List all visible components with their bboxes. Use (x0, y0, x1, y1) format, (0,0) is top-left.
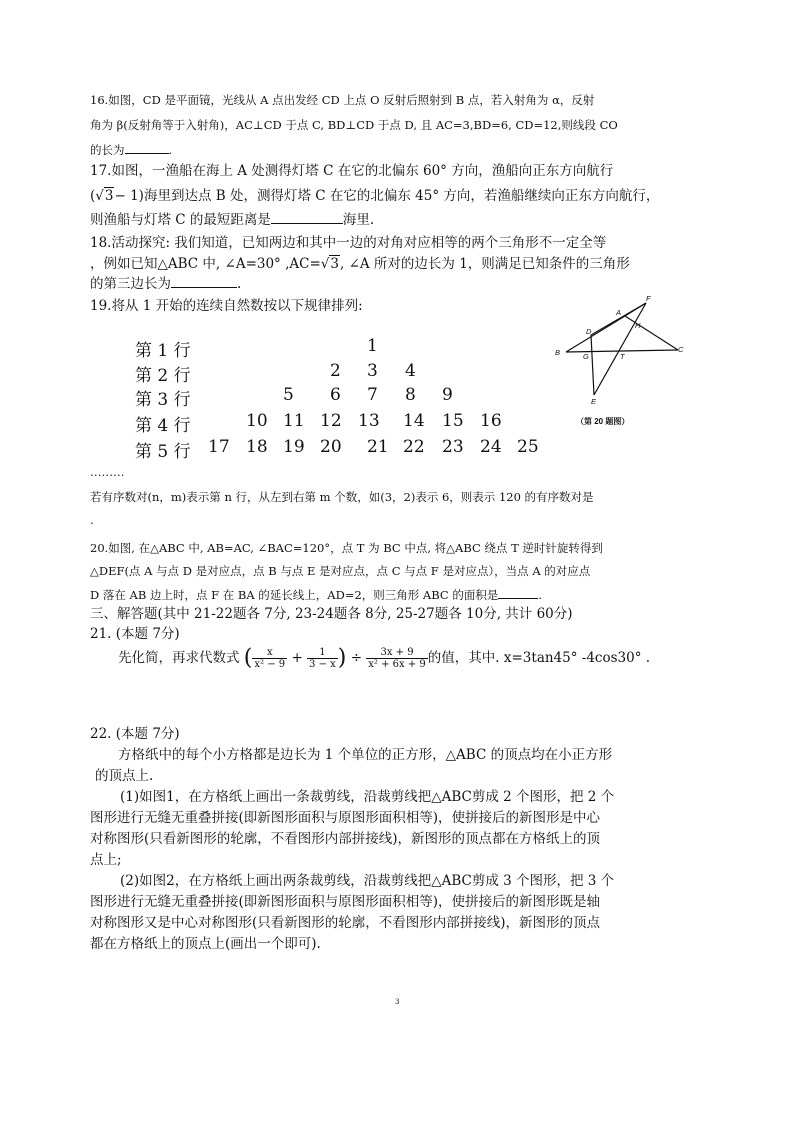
row-number: 11 (283, 411, 305, 431)
q18-line2-b: , ∠A 所对的边长为 1，则满足已知条件的三角形 (339, 256, 630, 272)
q22-p3-line4: 都在方格纸上的顶点上(画出一个即可). (90, 936, 321, 952)
q21-frac-2 (307, 647, 338, 670)
q19-text: 若有序数对(n，m)表示第 n 行，从左到右第 m 个数，如(3，2)表示 6，则表示 120 的有序数对是 (90, 490, 594, 504)
q22-p2-line2: 图形进行无缝无重叠拼接(即新图形面积与原图形面积相等)，使拼接后的新图形是中心 (90, 810, 601, 826)
label-t: T (620, 352, 625, 361)
row-number: 10 (246, 411, 268, 431)
q17-line3-end: 海里. (342, 212, 375, 228)
row-number: 16 (480, 411, 502, 431)
row-number: 8 (405, 385, 416, 405)
row-number: 20 (320, 437, 342, 457)
q22-p2-line1: (1)如图1，在方格纸上画出一条裁剪线，沿裁剪线把△ABC剪成 2 个图形，把 2 个 (120, 789, 615, 805)
q22-p3-line3: 对称图形又是中心对称图形(只看新图形的轮廓，不看图形内部拼接线)，新图形的顶点 (90, 915, 601, 931)
row-number: 17 (208, 437, 230, 457)
q20-line3-text: D 落在 AB 边上时，点 F 在 BA 的延长线上，AD=2，则三角形 ABC 的面积是 (90, 588, 499, 602)
q18-line3 (90, 275, 241, 293)
q17-answer-blank[interactable] (271, 211, 343, 224)
q18-line1: 18.活动探究: 我们知道，已知两边和其中一边的对角对应相等的两个三角形不一定全等 (90, 235, 607, 251)
q22-p3-line1: (2)如图2，在方格纸上画出两条裁剪线，沿裁剪线把△ABC剪成 3 个图形，把 3 个 (120, 873, 615, 889)
figure-20-caption: （第 20 题图） (576, 417, 630, 426)
segment-ac (625, 316, 678, 350)
figure-20 (548, 292, 688, 428)
q21-title: 21. (本题 7分) (90, 626, 180, 642)
row-number: 3 (367, 361, 378, 381)
q20-line3-end: . (538, 588, 543, 602)
q18-line2-a: ，例如已知△ABC 中, ∠A=30° ,AC= (90, 256, 321, 272)
q22-p2-line4: 点上; (90, 852, 122, 868)
row-number: 22 (403, 437, 425, 457)
q21-divide: ÷ (350, 650, 362, 666)
row-label: 第 5 行 (135, 442, 191, 462)
row-number: 6 (330, 385, 341, 405)
q16-line2: 角为 β(反射角等于入射角)，AC⊥CD 于点 C, BD⊥CD 于点 D, 且 AC=3,BD=6, CD=12,则线段 CO (90, 118, 618, 132)
q20-answer-blank[interactable] (498, 586, 538, 599)
q21-paren-close: ) (337, 645, 347, 671)
q17-paren: ( (90, 188, 96, 204)
label-d: D (586, 327, 592, 336)
q21-plus: + (291, 650, 303, 666)
label-a: A (616, 308, 622, 317)
q18-line3-text: 的第三边长为 (90, 276, 171, 292)
q21-paren-open: ( (243, 645, 253, 671)
segment-ba (566, 316, 625, 352)
q18-answer-blank[interactable] (171, 275, 237, 288)
q17-line1: 17.如图，一渔船在海上 A 处测得灯塔 C 在它的北偏东 60° 方向，渔船向正东方向航行 (90, 163, 614, 179)
q18-line3-end: . (237, 276, 242, 292)
frac-numerator: 3x + 9 (366, 647, 428, 659)
page-number: 3 (395, 998, 400, 1006)
q16-line3-end: . (168, 143, 173, 157)
row-label: 第 4 行 (135, 416, 191, 436)
q20-line2: △DEF(点 A 与点 D 是对应点，点 B 与点 E 是对应点，点 C 与点 F 是对应点），当点 A 的对应点 (90, 564, 591, 578)
row-number: 18 (246, 437, 268, 457)
q22-p1-line2: 的顶点上. (95, 768, 154, 784)
row-number: 2 (330, 361, 341, 381)
row-label: 第 3 行 (135, 390, 191, 410)
row-number: 19 (283, 437, 305, 457)
q22-title: 22. (本题 7分) (90, 726, 180, 742)
q18-sqrt: 3 (330, 256, 339, 272)
frac-numerator: x (252, 647, 287, 659)
row-number: 5 (283, 385, 294, 405)
q17-line3 (90, 211, 374, 229)
row-number: 13 (358, 411, 380, 431)
q22-p1-line1: 方格纸中的每个小方格都是边长为 1 个单位的正方形，△ABC 的顶点均在小正方形 (118, 747, 613, 763)
frac-denominator: 3 − x (309, 659, 336, 670)
q16-answer-blank[interactable] (125, 141, 169, 154)
section-3-heading: 三、解答题(其中 21-22题各 7分, 23-24题各 8分, 25-27题各 10分, 共计 60分) (90, 606, 573, 622)
row-number: 14 (403, 411, 425, 431)
q18-line2: ，例如已知△ABC 中, ∠A=30° ,AC=√3, ∠A 所对的边长为 1，则满足已知条件的三角形 (90, 256, 630, 272)
label-c: C (678, 345, 684, 354)
row-label: 第 1 行 (135, 341, 191, 361)
row-number: 24 (480, 437, 502, 457)
label-h: H (635, 321, 641, 330)
row-number: 1 (367, 336, 378, 356)
q19-dots: ……… (90, 465, 125, 479)
q21-frac-3 (366, 647, 428, 670)
label-b: B (555, 348, 561, 357)
frac-denominator: x² + 6x + 9 (368, 659, 426, 670)
label-e: E (591, 397, 597, 406)
q22-p3-line2: 图形进行无缝无重叠拼接(即新图形面积与原图形面积相等)，使拼接后的新图形既是轴 (90, 894, 601, 910)
q20-line3 (90, 586, 542, 603)
row-number: 15 (442, 411, 464, 431)
label-f: F (646, 294, 651, 303)
q21-expression (118, 645, 650, 672)
q17-line3-text: 则渔船与灯塔 C 的最短距离是 (90, 212, 271, 228)
q22-p2-line3: 对称图形(只看新图形的轮廓，不看图形内部拼接线)，新图形的顶点都在方格纸上的顶 (90, 831, 601, 847)
row-number: 23 (442, 437, 464, 457)
frac-denominator: x² − 9 (254, 659, 286, 670)
label-g: G (583, 352, 589, 361)
row-number: 25 (517, 437, 539, 457)
row-number: 4 (405, 361, 416, 381)
q17-sqrt: 3 (104, 188, 114, 204)
q21-frac-1 (252, 647, 287, 670)
frac-numerator: 1 (307, 647, 338, 659)
row-label: 第 2 行 (135, 366, 191, 386)
q16-line1: 16.如图，CD 是平面镜，光线从 A 点出发经 CD 上点 O 反射后照射到 B 点，若入射角为 α，反射 (90, 93, 595, 107)
q21-text-a: 先化简，再求代数式 (118, 650, 240, 666)
segment-de (591, 335, 594, 395)
q19-title: 19.将从 1 开始的连续自然数按以下规律排列: (90, 298, 363, 314)
row-number: 7 (367, 385, 378, 405)
q20-line1: 20.如图, 在△ABC 中, AB=AC, ∠BAC=120°，点 T 为 BC 中点, 将△ABC 绕点 T 逆时针旋转得到 (90, 541, 603, 555)
q17-line2: (√3− 1)海里到达点 B 处，测得灯塔 C 在它的北偏东 45° 方向，若渔船继续向正东方向航行， (90, 188, 660, 204)
q16-line3-text: 的长为 (90, 143, 125, 157)
q21-text-b: 的值，其中. x=3tan45° -4cos30° . (427, 650, 651, 666)
row-number: 21 (367, 437, 389, 457)
q19-end: . (90, 513, 94, 527)
q17-line2-text: − 1)海里到达点 B 处，测得灯塔 C 在它的北偏东 45° 方向，若渔船继续向正东方向航行， (114, 188, 660, 204)
q16-line3 (90, 141, 172, 158)
row-number: 9 (442, 385, 453, 405)
row-number: 12 (320, 411, 342, 431)
